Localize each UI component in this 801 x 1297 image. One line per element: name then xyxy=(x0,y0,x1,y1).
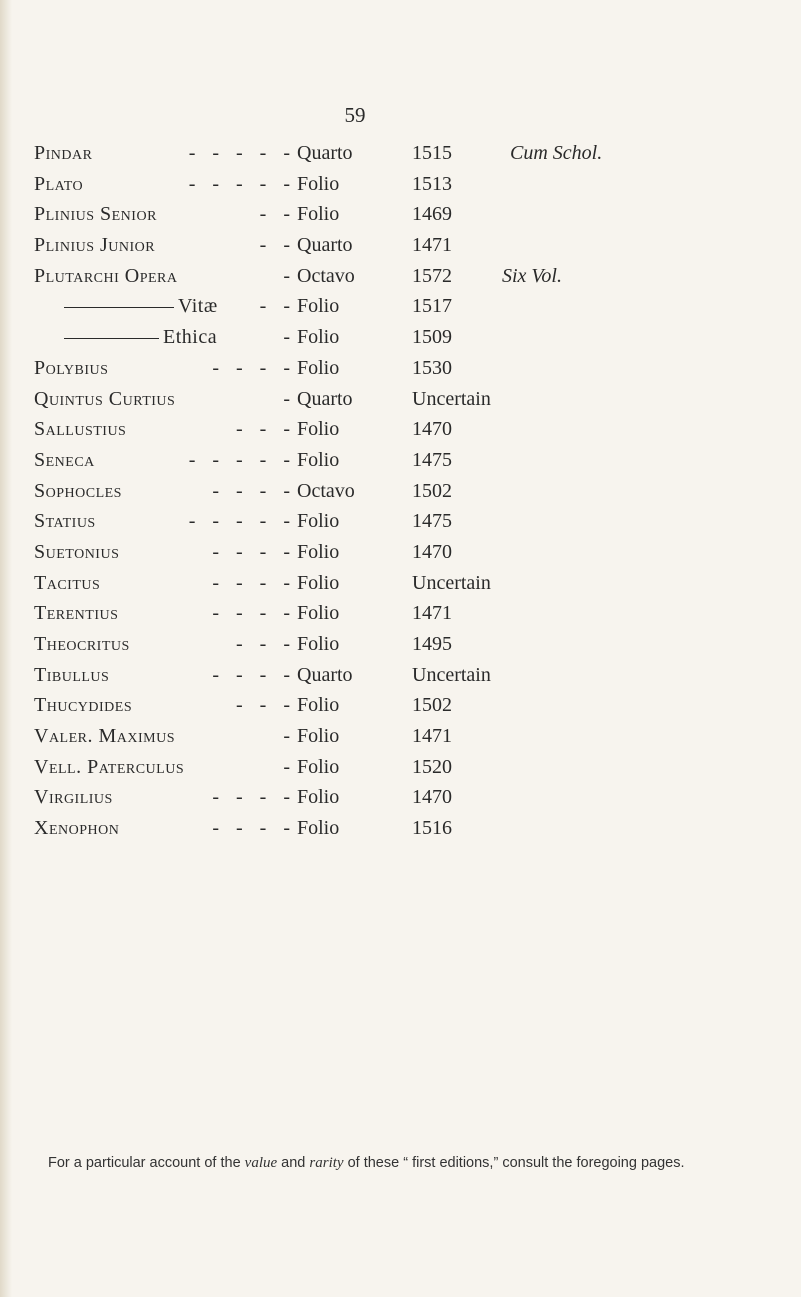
year-cell: 1495 xyxy=(412,633,452,655)
format-cell: Folio xyxy=(297,295,340,318)
page-edge xyxy=(0,0,12,1297)
format-cell: Octavo xyxy=(297,479,355,502)
table-row xyxy=(34,537,794,568)
author-text: Seneca xyxy=(34,448,95,471)
dash-leaders: - - - - - xyxy=(188,142,296,164)
table-row xyxy=(34,291,794,322)
table-row xyxy=(34,445,794,476)
author-text: Valer. Maximus xyxy=(34,725,176,748)
format-cell: Quarto xyxy=(297,142,353,164)
dash-leaders: - xyxy=(283,725,296,748)
dash-leaders: - - - xyxy=(236,633,296,655)
format-cell: Folio xyxy=(297,540,340,563)
table-row xyxy=(34,690,794,721)
dash-leaders: - xyxy=(283,387,296,410)
year-cell: 1475 xyxy=(412,510,452,533)
dash-leaders: - - - - xyxy=(212,540,296,563)
table-row xyxy=(34,598,794,629)
format-cell: Folio xyxy=(297,633,340,655)
year-cell: 1470 xyxy=(412,540,452,563)
author-text: Virgilius xyxy=(34,786,113,809)
dash-leaders: - - - - xyxy=(212,602,296,625)
table-row xyxy=(34,629,794,660)
year-cell: 1509 xyxy=(412,326,452,349)
format-cell: Quarto xyxy=(297,387,353,410)
format-cell: Folio xyxy=(297,725,340,748)
author-text: Terentius xyxy=(34,602,119,625)
table-row xyxy=(34,813,794,844)
author-text: Quintus Curtius xyxy=(34,387,176,410)
format-cell: Octavo xyxy=(297,264,355,287)
year-cell: 1471 xyxy=(412,725,452,748)
format-cell: Folio xyxy=(297,755,340,778)
dash-leaders: - xyxy=(283,755,296,778)
year-cell: 1469 xyxy=(412,203,452,226)
table-row xyxy=(34,230,794,261)
author-text: Sophocles xyxy=(34,479,122,502)
footnote-value: value xyxy=(244,1155,278,1171)
dash-leaders: - - - - xyxy=(212,356,296,379)
footnote xyxy=(48,1153,778,1174)
author-text: Thucydides xyxy=(34,694,133,717)
dash-leaders: - - - - xyxy=(212,786,296,809)
format-cell: Folio xyxy=(297,786,340,809)
table-row xyxy=(34,199,794,230)
author-text: Theocritus xyxy=(34,633,130,655)
author-text: Tibullus xyxy=(34,663,110,686)
author-text: Sallustius xyxy=(34,418,127,441)
author-text: Plutarchi Opera xyxy=(34,264,178,287)
author-text: Plato xyxy=(34,172,84,195)
year-cell: 1513 xyxy=(412,172,452,195)
format-cell: Folio xyxy=(297,817,340,840)
author-text: Vell. Paterculus xyxy=(34,755,185,778)
note-cell: Cum Schol. xyxy=(510,142,603,164)
year-cell: 1502 xyxy=(412,479,452,502)
format-cell: Folio xyxy=(297,694,340,717)
format-cell: Folio xyxy=(297,571,340,594)
format-cell: Folio xyxy=(297,203,340,226)
dash-leaders: - - - - - xyxy=(188,510,296,533)
year-cell: 1470 xyxy=(412,786,452,809)
dash-leaders: - - - xyxy=(236,694,296,717)
table-row xyxy=(34,568,794,599)
table-row xyxy=(34,384,794,415)
author-text: Ethica xyxy=(163,326,218,349)
footnote-rarity: rarity xyxy=(309,1155,344,1171)
table-row xyxy=(34,414,794,445)
author-text: Polybius xyxy=(34,356,109,379)
dash-leaders: - - - - xyxy=(212,817,296,840)
dash-leaders: - - - xyxy=(236,418,296,441)
table-row xyxy=(34,322,794,353)
year-cell: Uncertain xyxy=(412,387,491,410)
author-text: Plinius Senior xyxy=(34,203,157,226)
year-cell: Uncertain xyxy=(412,663,491,686)
year-cell: Uncertain xyxy=(412,571,491,594)
year-cell: 1515 xyxy=(412,142,452,164)
table-row xyxy=(34,353,794,384)
format-cell: Folio xyxy=(297,172,340,195)
author-text: Pindar xyxy=(34,142,93,164)
dash-leaders: - - - - xyxy=(212,571,296,594)
dash-leaders: - - - - xyxy=(212,663,296,686)
author-text: Plinius Junior xyxy=(34,234,156,257)
table-row xyxy=(34,138,794,169)
format-cell: Folio xyxy=(297,510,340,533)
table-row xyxy=(34,476,794,507)
year-cell: 1516 xyxy=(412,817,452,840)
year-cell: 1517 xyxy=(412,295,452,318)
table-row xyxy=(34,506,794,537)
dash-leaders: - - xyxy=(259,295,296,318)
year-cell: 1470 xyxy=(412,418,452,441)
table-row xyxy=(34,261,794,292)
note-cell: Six Vol. xyxy=(502,264,562,287)
author-text: Tacitus xyxy=(34,571,101,594)
footnote-text-3: of these “ first editions,” consult the foregoing pages. xyxy=(343,1155,685,1171)
format-cell: Folio xyxy=(297,356,340,379)
format-cell: Quarto xyxy=(297,663,353,686)
dash-leaders: - - xyxy=(259,203,296,226)
author-text: Suetonius xyxy=(34,540,120,563)
format-cell: Folio xyxy=(297,602,340,625)
format-cell: Folio xyxy=(297,418,340,441)
year-cell: 1530 xyxy=(412,356,452,379)
year-cell: 1475 xyxy=(412,448,452,471)
dash-leaders: - - - - xyxy=(212,479,296,502)
dash-leaders: - - - - - xyxy=(188,172,296,195)
table-row xyxy=(34,752,794,783)
author-text: Vitæ xyxy=(178,295,218,318)
table-row xyxy=(34,169,794,200)
author-text: Statius xyxy=(34,510,96,533)
editions-table xyxy=(34,138,794,844)
footnote-text-2: and xyxy=(277,1155,310,1171)
format-cell: Folio xyxy=(297,448,340,471)
format-cell: Folio xyxy=(297,326,340,349)
dash-leaders: - xyxy=(283,264,296,287)
year-cell: 1471 xyxy=(412,602,452,625)
table-row xyxy=(34,721,794,752)
page-number: 59 xyxy=(344,103,366,127)
format-cell: Quarto xyxy=(297,234,353,257)
table-row xyxy=(34,660,794,691)
year-cell: 1502 xyxy=(412,694,452,717)
year-cell: 1471 xyxy=(412,234,452,257)
year-cell: 1520 xyxy=(412,755,452,778)
dash-leaders: - - xyxy=(259,234,296,257)
dash-leaders: - xyxy=(283,326,296,349)
author-text: Xenophon xyxy=(34,817,120,840)
table-row xyxy=(34,782,794,813)
footnote-text-1: For a particular account of the xyxy=(48,1155,245,1171)
year-cell: 1572 xyxy=(412,264,452,287)
dash-leaders: - - - - - xyxy=(188,448,296,471)
